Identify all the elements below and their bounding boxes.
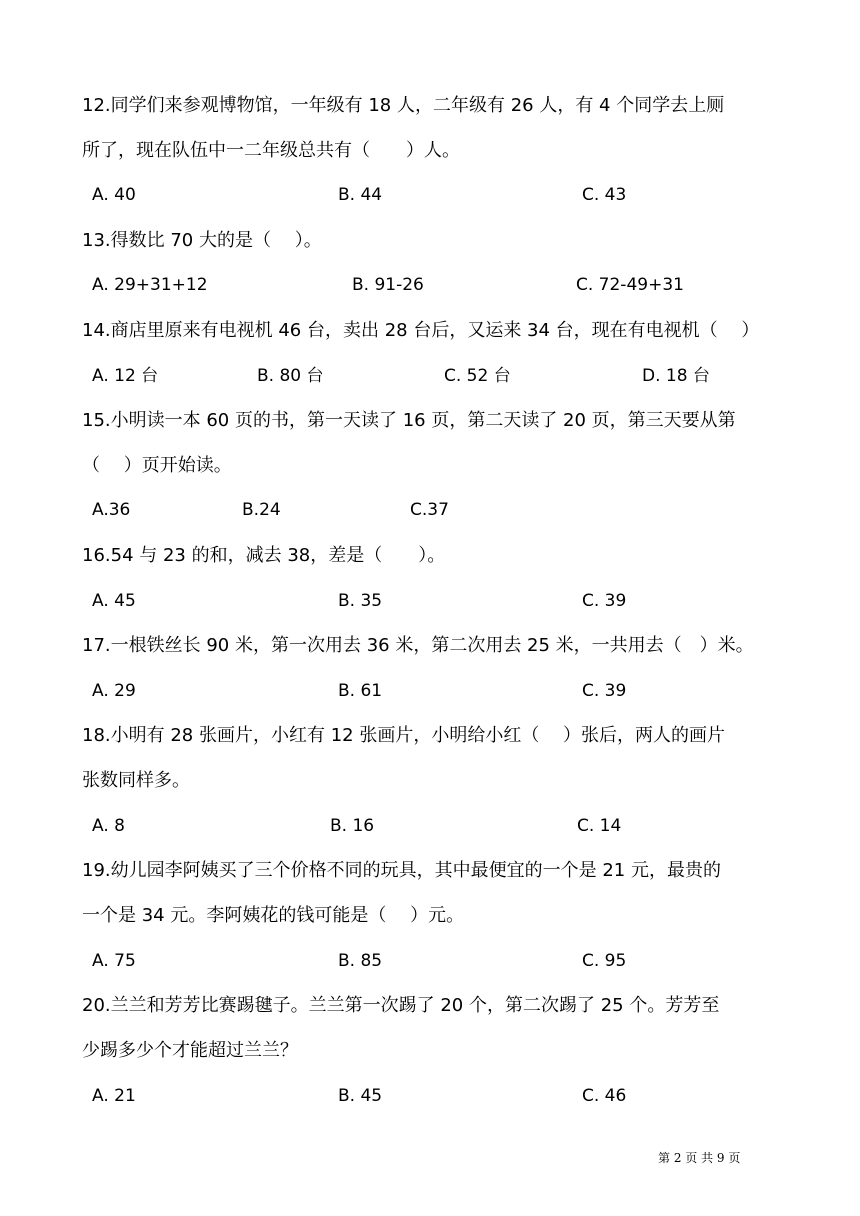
option-a: A. 29 (92, 681, 136, 701)
question-20-line-1: 20.兰兰和芳芳比赛踢毽子。兰兰第一次踢了 20 个，第二次踢了 25 个。芳芳至 (82, 995, 720, 1016)
option-c: C. 46 (582, 1086, 627, 1106)
option-a: A. 21 (92, 1086, 136, 1106)
question-18-line-2: 张数同样多。 (82, 770, 190, 791)
option-b: B. 45 (338, 1086, 383, 1106)
option-b: B. 16 (330, 816, 375, 836)
option-c: C. 72-49+31 (576, 275, 684, 295)
option-c: C. 14 (577, 816, 622, 836)
option-b: B. 80 台 (257, 366, 324, 386)
option-b: B. 91-26 (352, 275, 424, 295)
option-a: A. 12 台 (92, 366, 159, 386)
question-12-line-1: 12.同学们来参观博物馆，一年级有 18 人，二年级有 26 人，有 4 个同学去上厕 (82, 95, 725, 116)
option-a: A. 8 (92, 816, 125, 836)
option-c: C. 43 (582, 185, 627, 205)
option-c: C. 95 (582, 951, 627, 971)
option-a: A. 45 (92, 591, 136, 611)
option-c: C. 52 台 (444, 366, 511, 386)
question-14-line-1: 14.商店里原来有电视机 46 台，卖出 28 台后，又运来 34 台，现在有电视机（ ） (82, 320, 760, 341)
question-15-line-1: 15.小明读一本 60 页的书，第一天读了 16 页，第二天读了 20 页，第三天要从第 (82, 410, 736, 431)
option-c: C. 39 (582, 591, 627, 611)
option-c: C. 39 (582, 681, 627, 701)
option-b: B. 61 (338, 681, 383, 701)
question-12-line-2: 所了，现在队伍中一二年级总共有（ ）人。 (82, 140, 460, 161)
question-16-line-1: 16.54 与 23 的和，减去 38，差是（ ）。 (82, 545, 446, 566)
option-a: A.36 (92, 500, 131, 520)
option-d: D. 18 台 (642, 366, 710, 386)
question-17-line-1: 17.一根铁丝长 90 米，第一次用去 36 米，第二次用去 25 米，一共用去（ ）米。 (82, 635, 754, 656)
question-18-line-1: 18.小明有 28 张画片，小红有 12 张画片，小明给小红（ ）张后，两人的画片 (82, 725, 726, 746)
page-number-footer: 第 2 页 共 9 页 (658, 1151, 741, 1165)
option-a: A. 29+31+12 (92, 275, 208, 295)
option-a: A. 40 (92, 185, 136, 205)
question-15-line-2: （ ）页开始读。 (82, 455, 232, 476)
option-a: A. 75 (92, 951, 136, 971)
question-20-line-2: 少踢多少个才能超过兰兰？ (82, 1040, 298, 1061)
option-b: B. 85 (338, 951, 383, 971)
option-b: B. 35 (338, 591, 383, 611)
option-c: C.37 (410, 500, 449, 520)
question-19-line-1: 19.幼儿园李阿姨买了三个价格不同的玩具，其中最便宜的一个是 21 元，最贵的 (82, 860, 721, 881)
question-19-line-2: 一个是 34 元。李阿姨花的钱可能是（ ）元。 (82, 905, 465, 926)
option-b: B.24 (242, 500, 281, 520)
option-b: B. 44 (338, 185, 383, 205)
question-13-line-1: 13.得数比 70 大的是（ ）。 (82, 230, 322, 251)
